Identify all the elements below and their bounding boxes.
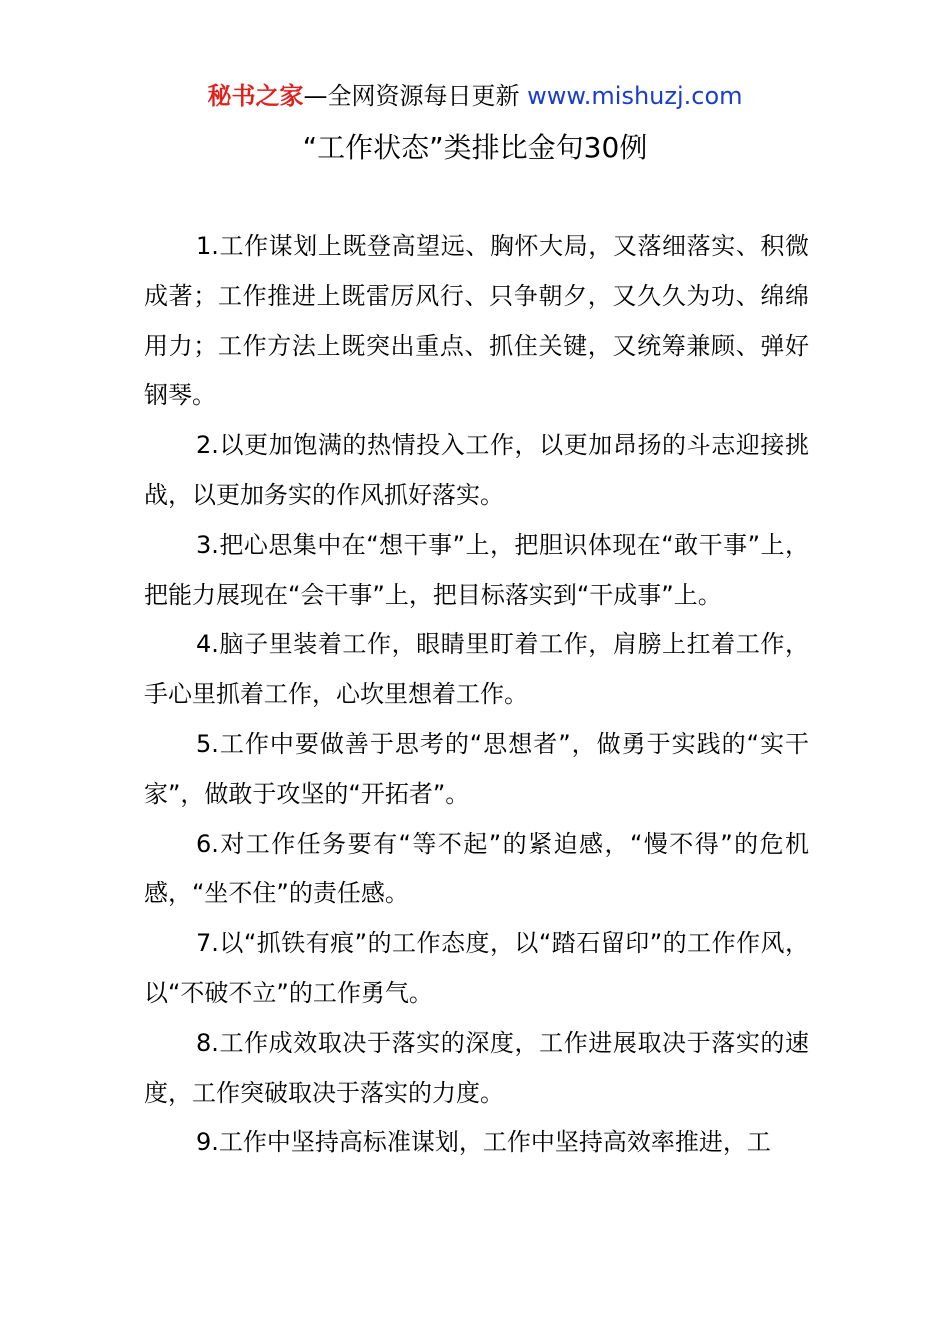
paragraph-7: 7.以“抓铁有痕”的工作态度，以“踏石留印”的工作作风，以“不破不立”的工作勇气。 [144,929,809,1007]
paragraph-5: 5.工作中要做善于思考的“思想者”，做勇于实践的“实干家”，做敢于攻坚的“开拓者”。 [144,729,809,808]
paragraph-1: 1.工作谋划上既登高望远、胸怀大局，又落细落实、积微成著；工作推进上既雷厉风行、只争朝夕，又久久为功、绵绵用力；工作方法上既突出重点、抓住关键，又统筹兼顾、弹好钢琴。 [144,232,809,410]
site-header [0,78,950,114]
paragraph-6: 6.对工作任务要有“等不起”的紧迫感，“慢不得”的危机感，“坐不住”的责任感。 [144,829,809,908]
paragraph-4: 4.脑子里装着工作，眼睛里盯着工作，肩膀上扛着工作，手心里抓着工作，心坎里想着工作。 [144,630,809,709]
paragraph-3: 3.把心思集中在“想干事”上，把胆识体现在“敢干事”上，把能力展现在“会干事”上，把目标落实到“干成事”上。 [144,530,809,609]
document-body [144,222,809,1168]
site-tagline: —全网资源每日更新 [303,82,520,110]
paragraph-8: 8.工作成效取决于落实的深度，工作进展取决于落实的速度，工作突破取决于落实的力度。 [144,1028,809,1107]
site-url-link[interactable]: www.mishuzj.com [527,82,743,110]
document-title: “工作状态”类排比金句30例 [302,131,648,164]
paragraph-9: 9.工作中坚持高标准谋划，工作中坚持高效率推进，工 [196,1128,771,1157]
paragraph-2: 2.以更加饱满的热情投入工作，以更加昂扬的斗志迎接挑战，以更加务实的作风抓好落实。 [144,431,809,509]
site-brand: 秘书之家 [207,82,304,110]
